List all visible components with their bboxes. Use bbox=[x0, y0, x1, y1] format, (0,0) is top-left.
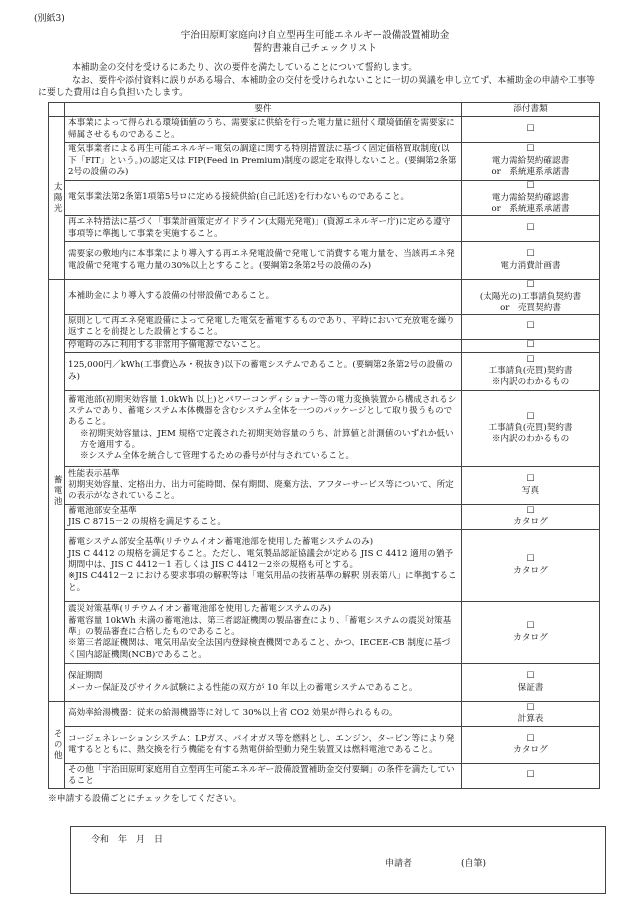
check-box[interactable]: ☐ bbox=[526, 321, 535, 332]
requirement-text bbox=[65, 530, 462, 602]
table-row bbox=[49, 602, 600, 664]
requirement-note: ※初期実効容量は、JEM 規格で定義された初期実効容量のうち、計算値と計測値のいずれか低い方を適用する。 bbox=[80, 428, 454, 450]
check-box[interactable]: ☐ bbox=[526, 702, 535, 713]
requirement-heading: 性能表示基準 bbox=[68, 468, 120, 479]
requirement-text: 電気事業者による再生可能エネルギー電気の調達に関する特別措置法に基づく固定価格買取制度(以下「FIT」という。)の認定又は FIP(Feed in Premium)制度の認定を取得しないこと。(要綱第2条第2号の設備のみ) bbox=[65, 143, 462, 181]
check-box[interactable]: ☐ bbox=[526, 505, 535, 516]
requirement-note: ※システム全体を統合して管理するための番号が付与されていること。 bbox=[80, 451, 355, 462]
attachment-cell bbox=[462, 467, 600, 505]
applicant-label: 申請者 bbox=[385, 859, 413, 869]
attachment-doc: 保証書 bbox=[517, 682, 544, 693]
requirement-heading: 蓄電システム部安全基準(リチウムイオン蓄電池部を使用した蓄電システムのみ) bbox=[68, 537, 374, 548]
table-row bbox=[49, 764, 600, 789]
requirement-detail: 初期実効容量、定格出力、出力可能時間、保有期間、廃棄方法、アフターサービス等について、所定の表示がなされていること。 bbox=[68, 479, 454, 502]
check-box[interactable]: ☐ bbox=[526, 474, 535, 485]
check-box[interactable]: ☐ bbox=[526, 280, 535, 291]
attachment-cell bbox=[462, 242, 600, 280]
attachment-doc: 電力需給契約確認書 or 系統連系承諾書 bbox=[491, 156, 570, 178]
attachment-cell bbox=[462, 143, 600, 181]
attachment-cell bbox=[462, 216, 600, 242]
requirement-text bbox=[65, 467, 462, 505]
intro-paragraph-1: 本補助金の交付を受けるにあたり、次の要件を満たしていることについて誓約します。 bbox=[72, 63, 418, 73]
requirement-detail: メーカー保証及びサイクル試験による性能の双方が 10 年以上の蓄電システムであること。 bbox=[68, 682, 418, 693]
table-row bbox=[49, 117, 600, 143]
table-row bbox=[49, 505, 600, 530]
check-box[interactable]: ☐ bbox=[526, 354, 535, 365]
attachment-doc: カタログ bbox=[513, 565, 548, 576]
attachment-doc: 計算表 bbox=[517, 714, 544, 725]
requirement-text bbox=[65, 602, 462, 664]
attachment-cell bbox=[462, 764, 600, 789]
table-row bbox=[49, 242, 600, 280]
requirement-note: ※第三者認証機関は、電気用品安全法国内登録検査機関であること、かつ、IECEE-CB 制度に基づく国内認証機関(NCB)であること。 bbox=[68, 638, 451, 660]
attachment-cell bbox=[462, 280, 600, 315]
check-box[interactable]: ☐ bbox=[526, 411, 535, 422]
table-row bbox=[49, 280, 600, 315]
requirement-text: 高効率給湯機器：従来の給湯機器等に対して 30%以上省 CO2 効果が得られるもの。 bbox=[65, 702, 462, 727]
header-blank bbox=[49, 103, 65, 117]
category-other: その他 bbox=[49, 702, 65, 789]
signature-box bbox=[70, 826, 606, 894]
attachment-doc: カタログ bbox=[513, 517, 548, 528]
attachment-cell bbox=[462, 340, 600, 353]
requirement-text: 電気事業法第2条第1項第5号ロに定める接続供給(自己託送)を行わないものであること。 bbox=[65, 181, 462, 216]
requirements-table bbox=[48, 102, 600, 789]
intro-paragraph-2: なお、要件や添付資料に誤りがある場合、本補助金の交付を受けられないことに一切の異議を申し立てず、本補助金の申請や工事等に要した費用は自ら負担いたします。 bbox=[38, 75, 595, 99]
attachment-label: (別紙3) bbox=[34, 14, 65, 24]
header-requirement: 要件 bbox=[65, 103, 462, 117]
requirement-heading: 震災対策基準(リチウムイオン蓄電池部を使用した蓄電システムのみ) bbox=[68, 604, 331, 615]
check-box[interactable]: ☐ bbox=[526, 621, 535, 632]
requirement-text: 再エネ特措法に基づく「事業計画策定ガイドライン(太陽光発電)」(資源エネルギー庁)に定める遵守事項等に準拠して事業を実施すること。 bbox=[65, 216, 462, 242]
check-box[interactable]: ☐ bbox=[526, 249, 535, 260]
requirement-text: 原則として再エネ発電設備によって発電した電気を蓄電するものであり、平時において充放電を繰り返すことを前提とした設備とすること。 bbox=[65, 315, 462, 340]
attachment-cell bbox=[462, 181, 600, 216]
requirement-heading: 蓄電池部安全基準 bbox=[68, 505, 137, 516]
check-box[interactable]: ☐ bbox=[526, 733, 535, 744]
table-row bbox=[49, 664, 600, 702]
check-box[interactable]: ☐ bbox=[526, 554, 535, 565]
footnote: ※申請する設備ごとにチェックをしてください。 bbox=[48, 794, 242, 804]
attachment-doc: 工事請負(売買)契約書 ※内訳のわかるもの bbox=[488, 423, 573, 445]
attachment-cell bbox=[462, 505, 600, 530]
table-row bbox=[49, 353, 600, 391]
intro-text bbox=[38, 62, 598, 100]
attachment-cell bbox=[462, 727, 600, 764]
attachment-doc: (太陽光の)工事請負契約書 or 売買契約書 bbox=[479, 291, 582, 313]
attachment-doc: 電力需給契約確認書 or 系統連系承諾書 bbox=[491, 192, 570, 214]
table-row bbox=[49, 702, 600, 727]
attachment-doc: カタログ bbox=[513, 632, 548, 643]
requirement-detail: JIS C 4412 の規格を満足すること。ただし、電気製品認証協議会が定める JIS C 4412 適用の猶予期間中は、JIS C 4412－1 若しくは JIS C 4412－2※の規格も可とする。 bbox=[68, 548, 454, 570]
check-box[interactable]: ☐ bbox=[526, 181, 535, 191]
table-row bbox=[49, 391, 600, 467]
table-row bbox=[49, 216, 600, 242]
date-field[interactable]: 令和 年 月 日 bbox=[91, 835, 164, 845]
attachment-doc: 工事請負(売買)契約書 ※内訳のわかるもの bbox=[488, 366, 573, 388]
header-attachment: 添付書類 bbox=[462, 103, 600, 117]
requirement-text: 本補助金により導入する設備の付帯設備であること。 bbox=[65, 280, 462, 315]
category-solar: 太陽光 bbox=[49, 117, 65, 280]
attachment-cell bbox=[462, 315, 600, 340]
attachment-cell bbox=[462, 353, 600, 391]
attachment-doc: カタログ bbox=[513, 745, 548, 756]
requirement-text: 125,000円／kWh(工事費込み・税抜き)以下の蓄電システムであること。(要綱第2条第2号の設備のみ) bbox=[65, 353, 462, 391]
requirement-detail: JIS C 8715－2 の規格を満足すること。 bbox=[68, 517, 226, 528]
document-title: 宇治田原町家庭向け自立型再生可能エネルギー設備設置補助金 bbox=[180, 30, 450, 41]
check-box[interactable]: ☐ bbox=[526, 671, 535, 682]
requirement-detail: 蓄電容量 10kWh 未満の蓄電池は、第三者認証機関の製品審査により、「蓄電システムの震災対策基準」の製品審査に合格したものであること。 bbox=[68, 615, 452, 637]
attachment-cell bbox=[462, 702, 600, 727]
check-box[interactable]: ☐ bbox=[526, 340, 535, 351]
table-row bbox=[49, 727, 600, 764]
check-box[interactable]: ☐ bbox=[526, 144, 535, 155]
requirement-text bbox=[65, 505, 462, 530]
requirement-text: コージェネレーションシステム：LPガス、バイオガス等を燃料とし、エンジン、タービン等により発電するとともに、熱交換を行う機能を有する熱電併給型動力発生装置又は燃料電池であること。 bbox=[65, 727, 462, 764]
attachment-cell bbox=[462, 117, 600, 143]
table-row bbox=[49, 143, 600, 181]
requirement-main: 蓄電池部(初期実効容量 1.0kWh 以上)とパワーコンディショナー等の電力変換装置から構成されるシステムであり、蓄電システム本体機器を含むシステム全体を一つのパッケージとして取り扱うものであること。 bbox=[68, 394, 457, 428]
table-row bbox=[49, 340, 600, 353]
attachment-doc: 写真 bbox=[521, 485, 540, 496]
requirement-note: ※JIS C4412－2 における要求事項の解釈等は「電気用品の技術基準の解釈 別表第八」に準拠すること。 bbox=[68, 571, 457, 593]
attachment-cell bbox=[462, 391, 600, 467]
check-box[interactable]: ☐ bbox=[526, 123, 535, 134]
attachment-cell bbox=[462, 530, 600, 602]
requirement-text bbox=[65, 391, 462, 467]
requirement-text: 需要家の敷地内に本事業により導入する再エネ発電設備で発電して消費する電力量を、当該再エネ発電設備で発電する電力量の30%以上とすること。(要綱第2条第2号の設備のみ) bbox=[65, 242, 462, 280]
requirement-text bbox=[65, 664, 462, 702]
attachment-doc: 電力消費計画書 bbox=[500, 260, 561, 271]
requirement-text: 停電時のみに利用する非常用予備電源でないこと。 bbox=[65, 340, 462, 353]
requirement-heading: 保証期間 bbox=[68, 671, 103, 682]
document-subtitle: 誓約書兼自己チェックリスト bbox=[252, 43, 378, 54]
check-box[interactable]: ☐ bbox=[526, 222, 535, 233]
table-row bbox=[49, 315, 600, 340]
attachment-cell bbox=[462, 664, 600, 702]
table-header-row bbox=[49, 103, 600, 117]
requirement-text: 本事業によって得られる環境価値のうち、需要家に供給を行った電力量に紐付く環境価値を需要家に帰属させるものであること。 bbox=[65, 117, 462, 143]
check-box[interactable]: ☐ bbox=[526, 770, 535, 781]
requirement-text: その他「宇治田原町家庭用自立型再生可能エネルギー設備設置補助金交付要綱」の条件を満たしていること bbox=[65, 764, 462, 789]
table-row bbox=[49, 467, 600, 505]
handwritten-note: (自筆) bbox=[461, 859, 487, 869]
category-battery: 蓄電池 bbox=[49, 280, 65, 702]
attachment-cell bbox=[462, 602, 600, 664]
table-row bbox=[49, 181, 600, 216]
table-row bbox=[49, 530, 600, 602]
